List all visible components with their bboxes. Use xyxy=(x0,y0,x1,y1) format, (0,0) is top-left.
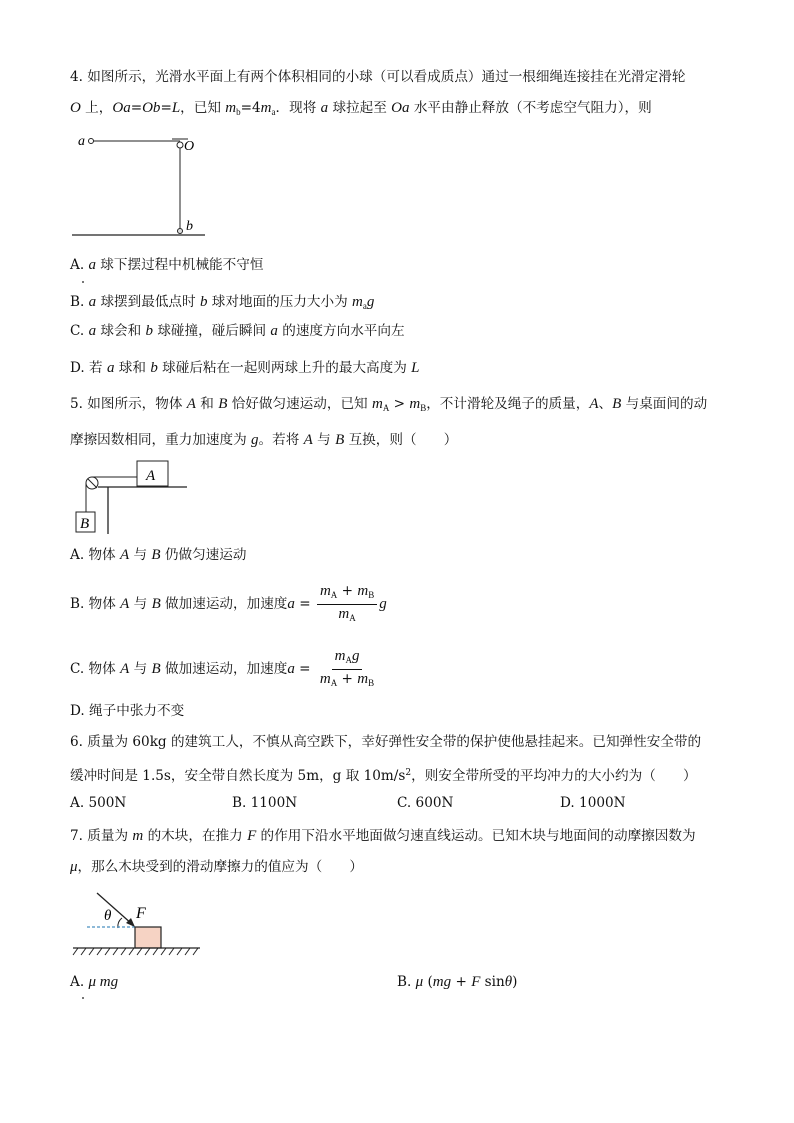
text-run: 6. 质量为 60kg 的建筑工人，不慎从高空跌下，幸好弹性安全带的保护使他悬挂起来。已知弹性安全带的 xyxy=(70,734,702,750)
math-symbol: θ xyxy=(504,974,513,990)
math-symbol: A xyxy=(303,432,313,448)
label-theta: θ xyxy=(104,908,112,924)
math-symbol: m xyxy=(338,606,350,622)
hatch-mark xyxy=(193,948,198,955)
wooden-block xyxy=(135,927,161,948)
text-run: 球会和 xyxy=(96,323,146,339)
text-run: sin xyxy=(480,974,505,990)
math-symbol: B xyxy=(612,396,622,412)
text-run: = xyxy=(294,661,315,677)
math-symbol: A xyxy=(186,396,196,412)
text-run: B. 物体 xyxy=(70,596,121,612)
text-run: 球碰后粘在一起则两球上升的最大高度为 xyxy=(157,360,412,376)
text-run: 上， xyxy=(80,100,113,116)
text-run: ．现将 xyxy=(275,100,321,116)
hatch-mark xyxy=(145,948,150,955)
hatch-mark xyxy=(113,948,118,955)
text-run: B. xyxy=(397,974,416,990)
math-sub: A xyxy=(349,613,356,623)
force-arrow xyxy=(97,893,133,925)
math-symbol: A xyxy=(120,596,130,612)
text-run: A. 500N xyxy=(70,795,127,811)
label-B: B xyxy=(80,516,90,532)
math-symbol: F xyxy=(471,974,481,990)
math-symbol: Ob xyxy=(142,100,161,116)
hatch-mark xyxy=(81,948,86,955)
text-run: 球拉起至 xyxy=(328,100,392,116)
math-symbol: A xyxy=(120,661,130,677)
hatch-mark xyxy=(169,948,174,955)
math-symbol: a xyxy=(106,360,115,376)
text-run: 球摆到最低点时 xyxy=(96,294,200,310)
math-symbol: a xyxy=(270,323,278,339)
ground-hatching xyxy=(73,948,198,955)
math-symbol: m xyxy=(371,396,383,412)
text-run: 与桌面间的动 xyxy=(621,396,708,412)
math-symbol: L xyxy=(411,360,420,376)
text-run: + xyxy=(337,671,358,687)
math-symbol: F xyxy=(247,828,257,844)
hatch-mark xyxy=(137,948,142,955)
math-symbol: a xyxy=(287,596,295,612)
text-run: = xyxy=(294,596,315,612)
hatch-mark xyxy=(89,948,94,955)
text-run: D. 若 xyxy=(70,360,107,376)
text-run: 5. 如图所示，物体 xyxy=(70,396,187,412)
math-symbol: b xyxy=(199,294,208,310)
math-symbol: g xyxy=(379,596,387,612)
text-run: = xyxy=(130,100,143,116)
math-symbol: g xyxy=(351,648,360,664)
math-symbol: a xyxy=(287,661,295,677)
math-symbol: m xyxy=(357,583,369,599)
hatch-mark xyxy=(97,948,102,955)
math-symbol: B xyxy=(218,396,228,412)
math-symbol: m xyxy=(319,583,331,599)
text-run: 与 xyxy=(129,596,152,612)
math-symbol: m xyxy=(260,100,272,116)
math-symbol: μ xyxy=(415,974,424,990)
math-symbol: μ xyxy=(70,859,78,875)
math-symbol: m xyxy=(319,671,331,687)
math-symbol: a xyxy=(320,100,329,116)
text-run: 的速度方向水平向左 xyxy=(277,323,405,339)
math-symbol: a xyxy=(88,257,96,273)
label-b: b xyxy=(186,219,193,234)
math-sub: B xyxy=(368,678,375,688)
math-symbol: B xyxy=(151,596,161,612)
math-sub: b xyxy=(236,107,241,117)
text-run: 做加速运动，加速度 xyxy=(160,596,288,612)
text-run: B. xyxy=(70,294,89,310)
math-symbol: m xyxy=(357,671,369,687)
hatch-mark xyxy=(105,948,110,955)
math-symbol: m xyxy=(409,396,421,412)
label-a: a xyxy=(78,134,85,149)
text-run: ，不计滑轮及绳子的质量， xyxy=(426,396,590,412)
math-symbol: A xyxy=(119,547,130,563)
math-symbol: b xyxy=(150,360,158,376)
text-run: C. 600N xyxy=(397,795,454,811)
hatch-mark xyxy=(73,948,78,955)
text-run: 球碰撞，碰后瞬间 xyxy=(153,323,271,339)
math-symbol: O xyxy=(70,100,81,116)
math-sub: B xyxy=(368,590,375,600)
math-sub: B xyxy=(420,403,427,413)
text-run: D. 绳子中张力不变 xyxy=(70,703,185,719)
text-run: ) xyxy=(512,974,518,990)
text-run: 缓冲时间是 1.5s，安全带自然长度为 5m，g 取 10m/s xyxy=(70,768,406,784)
text-run: 球对地面的压力大小为 xyxy=(207,294,353,310)
hatch-mark xyxy=(121,948,126,955)
math-symbol: m xyxy=(225,100,237,116)
math-sub: A xyxy=(345,655,352,665)
math-symbol: a xyxy=(88,323,97,339)
math-symbol: m xyxy=(132,828,144,844)
text-run: B. 1100N xyxy=(232,795,298,811)
text-run: ，已知 xyxy=(180,100,226,116)
hatch-mark xyxy=(129,948,134,955)
math-symbol: B xyxy=(151,661,161,677)
hatch-mark xyxy=(161,948,166,955)
text-run: 的木块，在推力 xyxy=(143,828,248,844)
text-run: 球下摆过程中机械能不守恒 xyxy=(95,257,264,273)
math-symbol: g xyxy=(366,294,375,310)
math-symbol: g xyxy=(251,432,259,448)
text-run: C. xyxy=(70,323,89,339)
math-symbol: Oa xyxy=(112,100,131,116)
math-symbol: L xyxy=(171,100,181,116)
hatch-mark xyxy=(185,948,190,955)
text-run: 互换，则（ ） xyxy=(344,432,458,448)
text-run: 7. 质量为 xyxy=(70,828,133,844)
text-run: 摩擦因数相同，重力加速度为 xyxy=(70,432,252,448)
text-run: C. 物体 xyxy=(70,661,121,677)
math-symbol: B xyxy=(151,547,161,563)
text-run: A. xyxy=(70,974,89,990)
text-run: 与 xyxy=(129,547,152,563)
q7-option-a xyxy=(70,973,118,991)
math-symbol: A xyxy=(589,396,599,412)
label-A: A xyxy=(146,468,156,484)
text-run: 与 xyxy=(312,432,336,448)
math-sub: A xyxy=(330,678,338,688)
math-symbol: m xyxy=(334,648,346,664)
text-run: =4 xyxy=(240,100,261,116)
math-symbol: Oa xyxy=(391,100,410,116)
text-run: A. 物体 xyxy=(70,547,120,563)
hatch-mark xyxy=(153,948,158,955)
math-sub: A xyxy=(330,590,338,600)
text-run: > xyxy=(389,396,410,412)
text-run: 、 xyxy=(598,396,613,412)
text-run: 球和 xyxy=(114,360,151,376)
math-symbol: b xyxy=(145,323,153,339)
text-run: 和 xyxy=(195,396,219,412)
math-sub: A xyxy=(382,403,390,413)
label-F: F xyxy=(136,905,146,922)
label-O: O xyxy=(184,139,195,154)
math-sub: a xyxy=(362,301,367,311)
math-symbol: a xyxy=(88,294,97,310)
text-run: 水平由静止释放（不考虑空气阻力），则 xyxy=(409,100,652,116)
hatch-mark xyxy=(177,948,182,955)
text-run: ( xyxy=(423,974,433,990)
text-run: A. xyxy=(70,257,89,273)
text-run: D. 1000N xyxy=(560,795,626,811)
q7-option-b xyxy=(397,973,517,991)
math-symbol: μ mg xyxy=(88,974,119,990)
text-run: ，则安全带所受的平均冲力的大小约为（ ） xyxy=(411,768,697,784)
math-symbol: B xyxy=(335,432,345,448)
text-run: 做加速运动，加速度 xyxy=(160,661,288,677)
text-run: ，那么木块受到的滑动摩擦力的值应为（ ） xyxy=(77,859,363,875)
text-run: 。若将 xyxy=(258,432,304,448)
text-run: 恰好做匀速运动，已知 xyxy=(227,396,372,412)
math-sub: a xyxy=(271,107,276,117)
math-symbol: m xyxy=(352,294,363,310)
text-run: 4. 如图所示，光滑水平面上有两个体积相同的小球（可以看成质点）通过一根细绳连接挂在光滑定滑轮 xyxy=(70,69,686,85)
text-run: + xyxy=(451,974,472,990)
text-run: 与 xyxy=(129,661,152,677)
text-run: = xyxy=(160,100,172,116)
math-symbol: mg xyxy=(432,974,452,990)
math-sup: 2 xyxy=(405,768,412,778)
text-run: + xyxy=(337,583,358,599)
text-run: 的作用下沿水平地面做匀速直线运动。已知木块与地面间的动摩擦因数为 xyxy=(256,828,696,844)
text-run: 仍做匀速运动 xyxy=(160,547,247,563)
